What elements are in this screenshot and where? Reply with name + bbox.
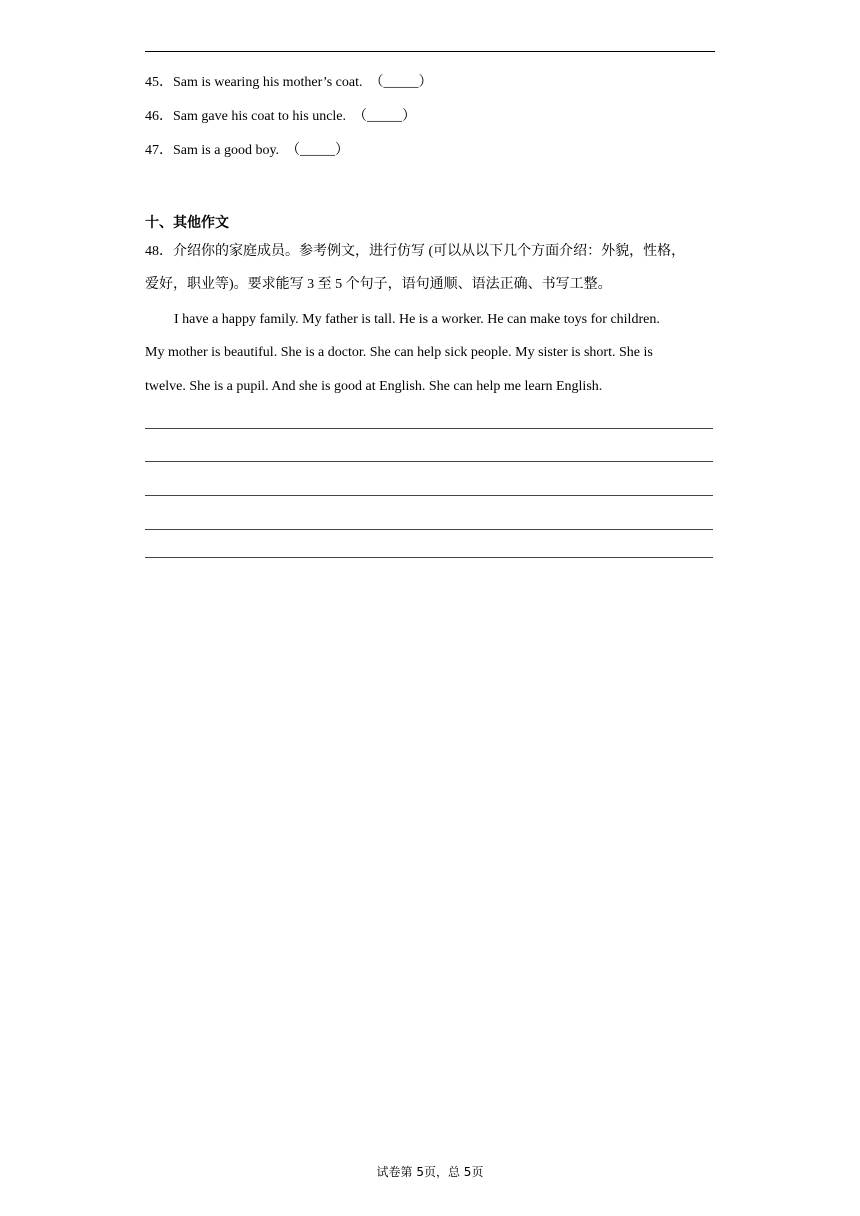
answer-writing-line[interactable] bbox=[145, 461, 713, 462]
answer-writing-line[interactable] bbox=[145, 495, 713, 496]
question-text: Sam is wearing his mother’s coat. bbox=[173, 75, 363, 90]
question-47 bbox=[145, 142, 349, 160]
answer-writing-line[interactable] bbox=[145, 557, 713, 558]
header-rule bbox=[145, 51, 715, 52]
answer-blank[interactable]: （_____） bbox=[369, 75, 433, 90]
answer-blank[interactable]: （_____） bbox=[286, 143, 350, 158]
answer-writing-line[interactable] bbox=[145, 428, 713, 429]
question-number: 45． bbox=[145, 75, 173, 90]
sample-text-line-3: twelve. She is a pupil. And she is good at English. She can help me learn English. bbox=[145, 379, 603, 394]
question-text: Sam gave his coat to his uncle. bbox=[173, 109, 347, 124]
question-45 bbox=[145, 74, 433, 92]
sample-text-line-1: I have a happy family. My father is tall. He is a worker. He can make toys for children. bbox=[174, 312, 660, 327]
question-number: 46． bbox=[145, 109, 173, 124]
section-title: 十、其他作文 bbox=[145, 215, 229, 231]
writing-prompt-line-2: 爱好，职业等)。要求能写 3 至 5 个句子，语句通顺、语法正确、书写工整。 bbox=[145, 277, 612, 292]
question-46 bbox=[145, 108, 416, 126]
writing-prompt-line-1: 48．介绍你的家庭成员。参考例文，进行仿写 (可以从以下几个方面介绍：外貌，性格， bbox=[145, 244, 686, 259]
question-text: Sam is a good boy. bbox=[173, 143, 280, 158]
question-number: 47． bbox=[145, 143, 173, 158]
answer-writing-line[interactable] bbox=[145, 529, 713, 530]
page-footer: 试卷第 5页，总 5页 bbox=[376, 1165, 484, 1179]
answer-blank[interactable]: （_____） bbox=[353, 109, 417, 124]
sample-text-line-2: My mother is beautiful. She is a doctor. She can help sick people. My sister is short. She is bbox=[145, 345, 653, 360]
